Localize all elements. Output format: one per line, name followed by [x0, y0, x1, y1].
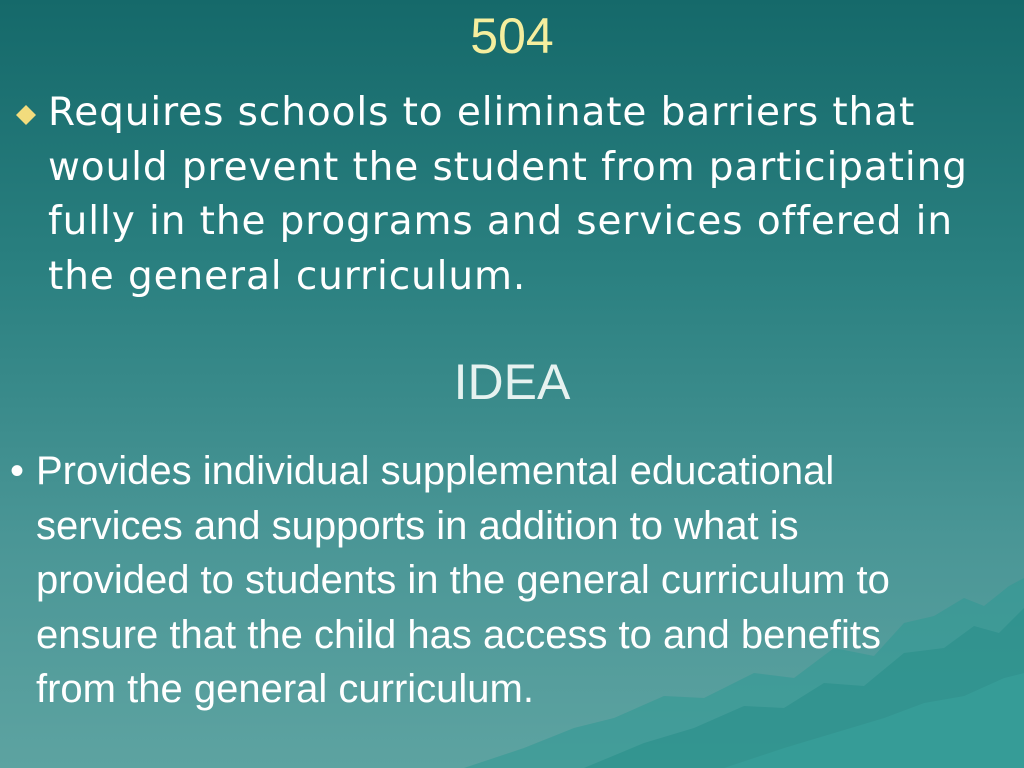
diamond-icon	[10, 86, 48, 140]
bullet-idea-text: Provides individual supplemental educational services and supports in addition to what is provided to students in the general curriculum to ensure that the child has access to and benefits from the general curriculum.	[36, 449, 890, 711]
bullet-idea	[10, 444, 910, 717]
section-subtitle: IDEA	[453, 354, 571, 410]
bullet-504	[10, 86, 1000, 304]
slide-title: 504	[470, 8, 554, 64]
dot-icon: •	[10, 449, 25, 493]
bullet-504-text: Requires schools to eliminate barriers that would prevent the student from participating fully in the programs and services offered in the general curriculum.	[48, 90, 968, 299]
